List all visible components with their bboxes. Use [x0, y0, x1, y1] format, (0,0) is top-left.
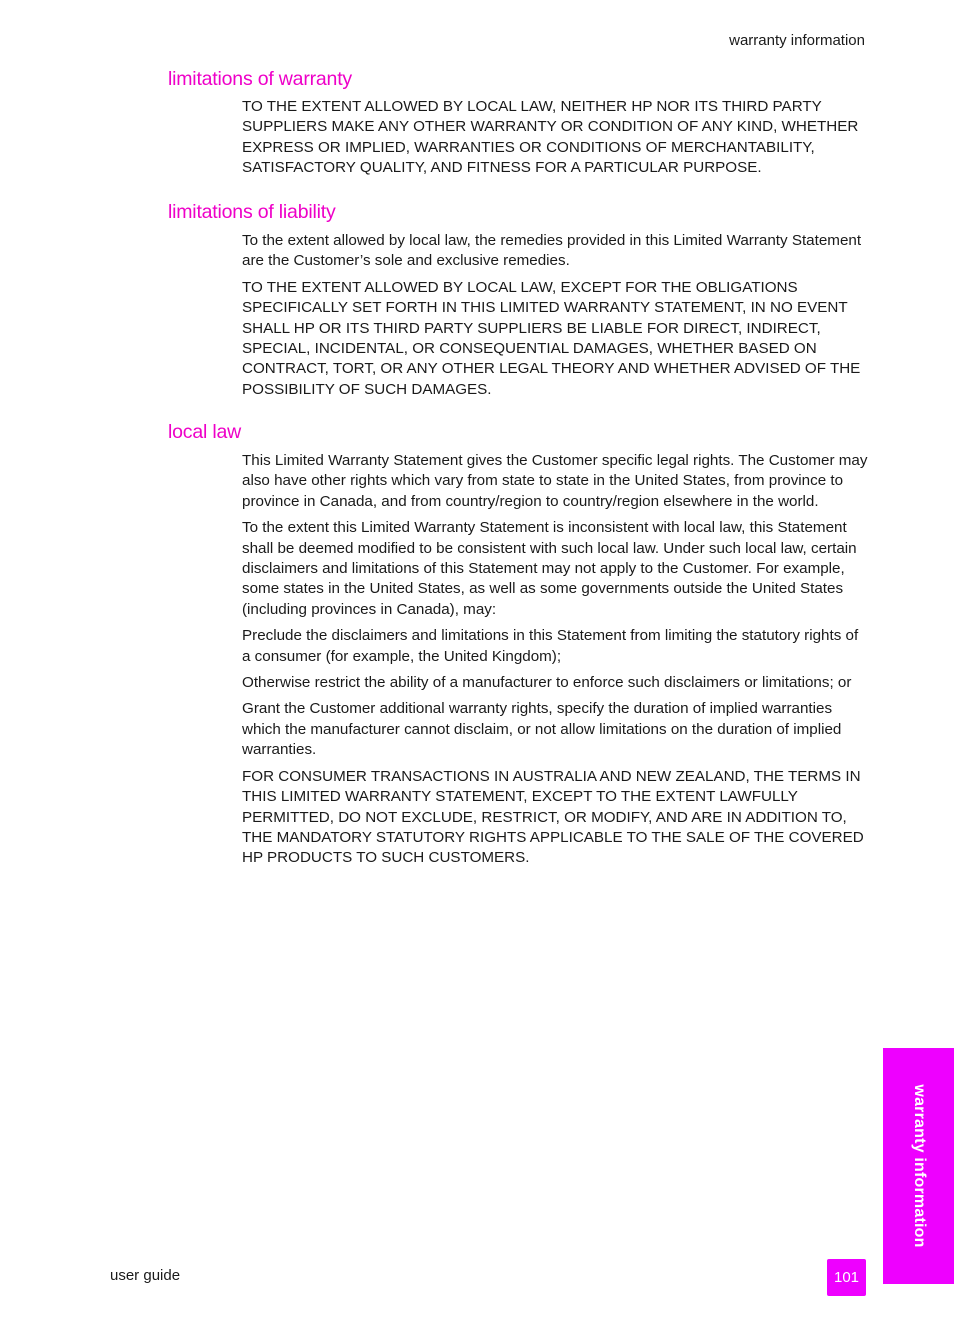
paragraph: TO THE EXTENT ALLOWED BY LOCAL LAW, EXCEPT FOR THE OBLIGATIONS SPECIFICALLY SET FORTH IN THIS LIMITED WARRANTY STATEMENT, IN NO EVENT SHALL HP OR ITS THIRD PARTY SUPPLIERS BE LIABLE FOR DIRECT, INDIRECT, SPECIAL, INCIDENTAL, OR CONSEQUENTIAL DAMAGES, WHETHER BASED ON CONTRACT, TORT, OR ANY OTHER LEGAL THEORY AND WHETHER ADVISED OF THE POSSIBILITY OF SUCH DAMAGES.: [242, 278, 861, 398]
footer-label: user guide: [110, 1267, 181, 1284]
section-limitations-of-warranty: [168, 67, 868, 185]
section-heading: limitations of liability: [168, 201, 336, 223]
chapter-side-tab: [883, 1048, 954, 1284]
section-local-law: [168, 420, 868, 875]
paragraph: This Limited Warranty Statement gives the Customer specific legal rights. The Customer may also have other rights which vary from state to state in the United States, from province to province in Canada, and from country/region to country/region elsewhere in the world.: [242, 452, 868, 510]
section-heading: limitations of warranty: [168, 68, 352, 90]
section-body: [242, 451, 868, 869]
paragraph: Otherwise restrict the ability of a manufacturer to enforce such disclaimers or limitations; or: [242, 674, 852, 692]
paragraph: To the extent this Limited Warranty Statement is inconsistent with local law, this Statement shall be deemed modified to be consistent with such local law. Under such local law, certain disclaimers and limitations of this Statement may not apply to the Customer. For example, some states in the United States, as well as some governments outside the United States (including provinces in Canada), may:: [242, 519, 857, 618]
paragraph: Grant the Customer additional warranty rights, specify the duration of implied warranties which the manufacturer cannot disclaim, or not allow limitations on the duration of implied warranties.: [242, 700, 842, 759]
section-body: [242, 231, 868, 400]
paragraph: To the extent allowed by local law, the remedies provided in this Limited Warranty Statement are the Customer’s sole and exclusive remedies.: [242, 232, 862, 270]
running-header: warranty information: [729, 32, 865, 49]
paragraph: Preclude the disclaimers and limitations in this Statement from limiting the statutory rights of a consumer (for example, the United Kingdom);: [242, 627, 859, 665]
section-heading: local law: [168, 421, 241, 443]
section-limitations-of-liability: [168, 200, 868, 406]
paragraph: TO THE EXTENT ALLOWED BY LOCAL LAW, NEITHER HP NOR ITS THIRD PARTY SUPPLIERS MAKE ANY OTHER WARRANTY OR CONDITION OF ANY KIND, WHETHER EXPRESS OR IMPLIED, WARRANTIES OR CONDITIONS OF MERCHANTABILITY, SATISFACTORY QUALITY, AND FITNESS FOR A PARTICULAR PURPOSE.: [242, 98, 859, 177]
paragraph: FOR CONSUMER TRANSACTIONS IN AUSTRALIA AND NEW ZEALAND, THE TERMS IN THIS LIMITED WARRANTY STATEMENT, EXCEPT TO THE EXTENT LAWFULLY PERMITTED, DO NOT EXCLUDE, RESTRICT, OR MODIFY, AND ARE IN ADDITION TO, THE MANDATORY STATUTORY RIGHTS APPLICABLE TO THE SALE OF THE COVERED HP PRODUCTS TO SUCH CUSTOMERS.: [242, 767, 864, 867]
side-tab-label: warranty information: [910, 1084, 928, 1248]
section-body: [242, 97, 868, 179]
page-number: 101: [827, 1259, 866, 1296]
